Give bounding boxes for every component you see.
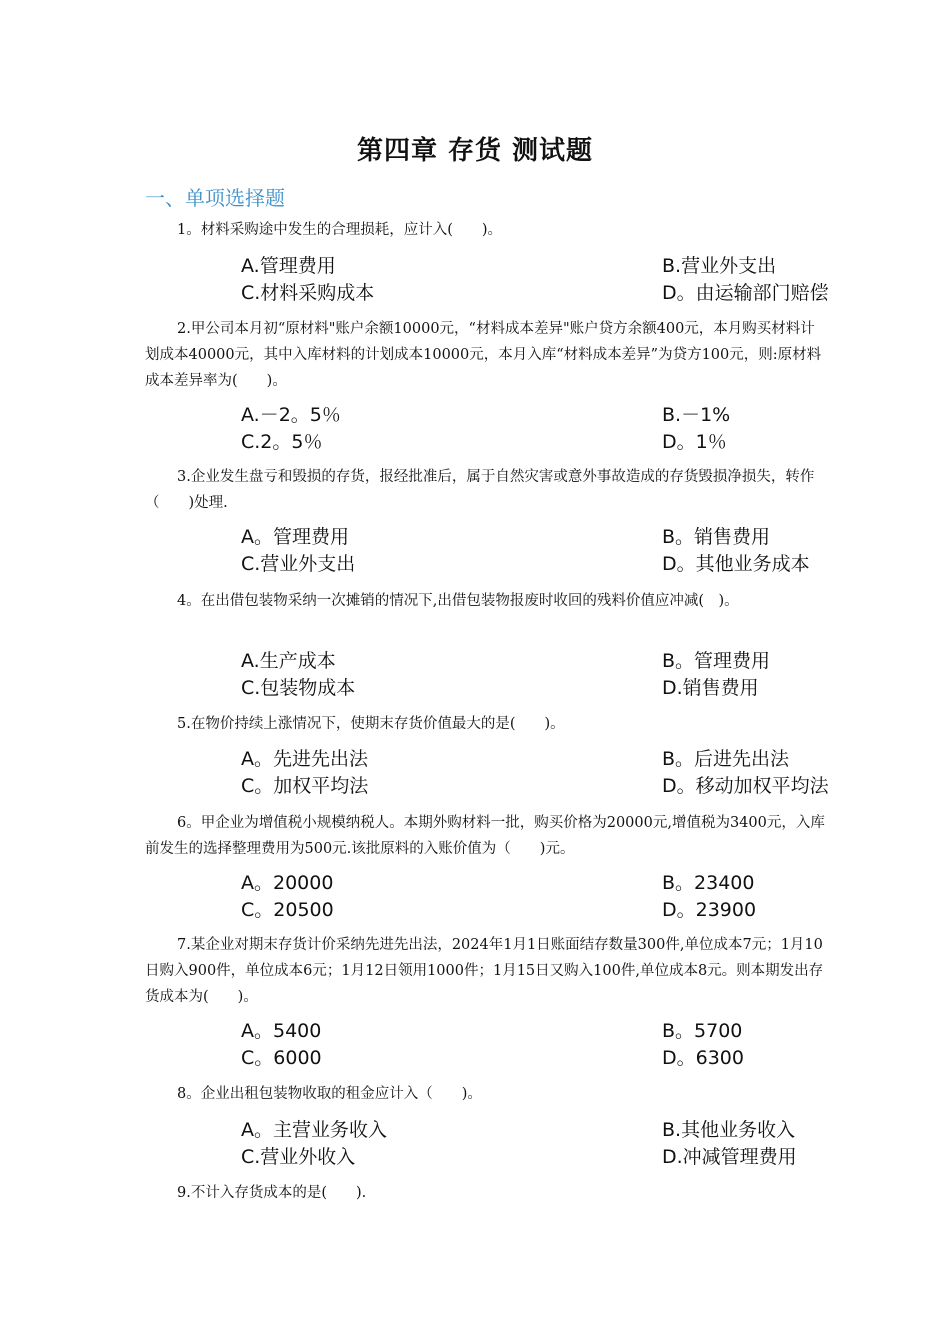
option-b: B。销售费用 (662, 526, 771, 548)
question-5 (145, 711, 825, 737)
question-stem: 5.在物价持续上涨情况下，使期末存货价值最大的是( )。 (177, 716, 565, 732)
option-d: D。由运输部门赔偿 (662, 282, 829, 304)
page-title: 第四章 存货 测试题 (356, 136, 594, 166)
option-b: B.营业外支出 (662, 255, 777, 277)
option-b: B。23400 (662, 872, 755, 894)
question-stem: 8。企业出租包装物收取的租金应计入（ )。 (177, 1086, 482, 1102)
question-6 (145, 810, 825, 862)
question-stem: 4。在出借包装物采纳一次摊销的情况下,出借包装物报废时收回的残料价值应冲减( )。 (177, 593, 739, 609)
question-1 (145, 217, 825, 243)
option-c: C。加权平均法 (241, 775, 369, 797)
option-a: A。先进先出法 (241, 748, 368, 770)
option-a: A.－2。5％ (241, 404, 341, 426)
option-d: D.冲减管理费用 (662, 1146, 797, 1168)
option-d: D。23900 (662, 899, 757, 921)
option-b: B.其他业务收入 (662, 1119, 796, 1141)
option-c: C。20500 (241, 899, 334, 921)
option-c: C.营业外收入 (241, 1146, 356, 1168)
option-a: A。20000 (241, 872, 334, 894)
option-c: C。6000 (241, 1047, 322, 1069)
option-d: D。6300 (662, 1047, 744, 1069)
question-stem: 2.甲公司本月初“原材料"账户余额10000元，“材料成本差异"账户贷方余额400元，本月购买材料计划成本40000元，其中入库材料的计划成本10000元，本月入库“材料成本差异”为贷方100元，则:原材料成本差异率为( )。 (145, 321, 822, 389)
question-stem: 7.某企业对期末存货计价采纳先进先出法，2024年1月1日账面结存数量300件,单位成本7元；1月10日购入900件，单位成本6元；1月12日领用1000件；1月15日又购入100件,单位成本8元。则本期发出存货成本为( )。 (145, 937, 824, 1005)
option-c: C.材料采购成本 (241, 282, 375, 304)
question-4 (145, 588, 825, 614)
option-c: C.营业外支出 (241, 553, 356, 575)
question-8 (145, 1081, 825, 1107)
option-b: B。后进先出法 (662, 748, 790, 770)
question-9 (145, 1180, 825, 1206)
question-stem: 6。甲企业为增值税小规模纳税人。本期外购材料一批，购买价格为20000元,增值税为3400元，入库前发生的选择整理费用为500元.该批原料的入账价值为（ )元。 (145, 815, 825, 857)
question-2 (145, 316, 825, 394)
option-d: D。移动加权平均法 (662, 775, 829, 797)
option-b: B。管理费用 (662, 650, 771, 672)
option-c: C.包装物成本 (241, 677, 356, 699)
option-a: A。管理费用 (241, 526, 349, 548)
question-7 (145, 932, 825, 1010)
question-3 (145, 464, 825, 516)
option-a: A.管理费用 (241, 255, 336, 277)
option-c: C.2。5％ (241, 431, 323, 453)
question-stem: 3.企业发生盘亏和毁损的存货，报经批准后，属于自然灾害或意外事故造成的存货毁损净损失，转作（ )处理. (145, 469, 815, 511)
question-stem: 9.不计入存货成本的是( ). (177, 1185, 367, 1201)
option-b: B。5700 (662, 1020, 743, 1042)
option-d: D。其他业务成本 (662, 553, 810, 575)
option-a: A。主营业务收入 (241, 1119, 387, 1141)
option-d: D.销售费用 (662, 677, 759, 699)
option-a: A.生产成本 (241, 650, 336, 672)
option-d: D。1％ (662, 431, 727, 453)
option-a: A。5400 (241, 1020, 322, 1042)
option-b: B.－1% (662, 404, 731, 426)
question-stem: 1。材料采购途中发生的合理损耗，应计入( )。 (177, 222, 503, 238)
section-heading: 一、单项选择题 (145, 186, 285, 210)
